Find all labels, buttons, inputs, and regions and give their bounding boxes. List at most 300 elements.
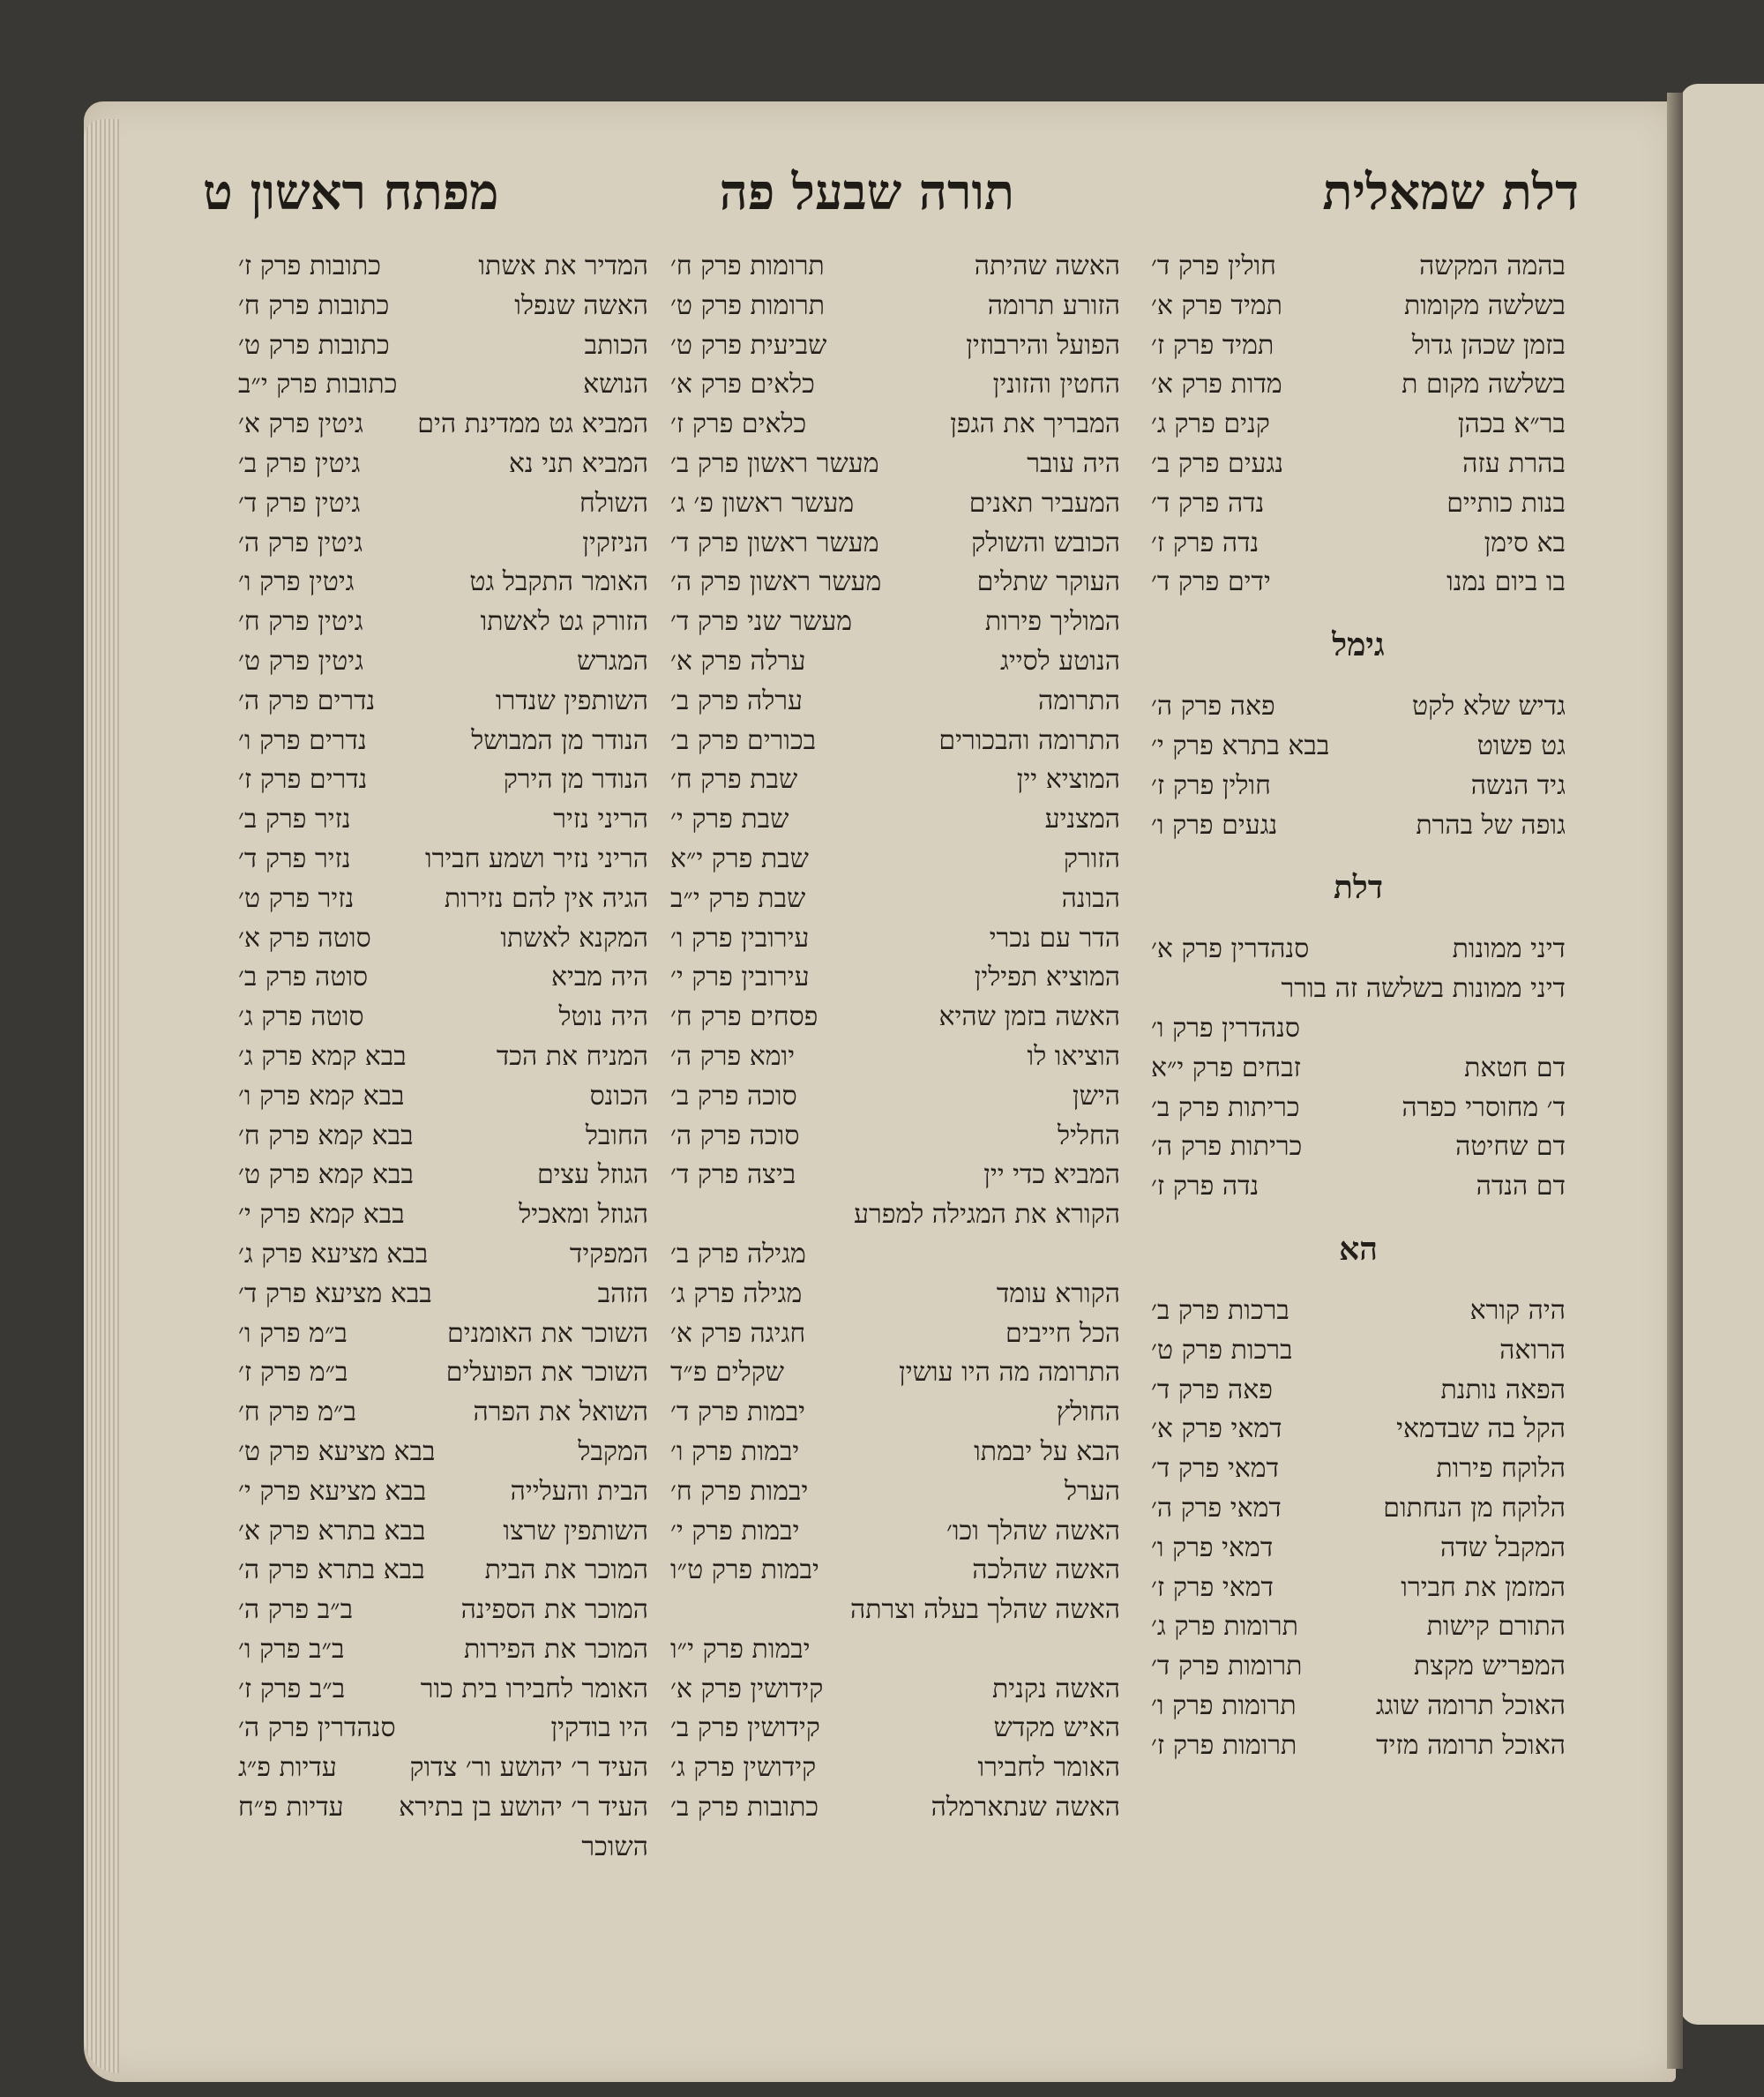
entry-reference: מעשר ראשון פרק ד׳ [670, 527, 879, 558]
entry-reference: שבת פרק ח׳ [670, 764, 798, 796]
entry-heading: המוכר את הספינה [460, 1594, 648, 1626]
entry-heading: האוכל תרומה שוגג [1375, 1689, 1566, 1721]
next-page-edge [1680, 84, 1764, 2025]
index-entry [238, 840, 648, 880]
index-entry [238, 1512, 648, 1552]
entry-heading: דם הנדה [1476, 1171, 1566, 1202]
entry-heading: הבונה [1061, 882, 1120, 914]
index-entry [238, 247, 648, 287]
index-entry [238, 682, 648, 722]
entry-heading: האשה נקנית [991, 1673, 1120, 1704]
index-entry [1151, 365, 1566, 405]
index-entry [1151, 970, 1566, 1009]
entry-reference: ברכות פרק ט׳ [1151, 1334, 1293, 1366]
entry-reference: נדה פרק ז׳ [1151, 527, 1259, 558]
entry-heading: המקבל שדה [1439, 1532, 1566, 1563]
index-entry [1151, 930, 1566, 970]
entry-heading: המעביר תאנים [968, 487, 1120, 519]
entry-heading: היה עובר [1027, 447, 1120, 479]
index-entry [670, 958, 1120, 998]
entry-reference: דמאי פרק ז׳ [1151, 1571, 1274, 1603]
header-center-title: תורה שבעל פה [719, 163, 1014, 221]
entry-reference: תרומות פרק ט׳ [670, 289, 826, 321]
entry-heading: האשה שהלך וכו׳ [946, 1515, 1120, 1547]
entry-heading: הדר עם נכרי [989, 922, 1120, 954]
index-entry [238, 1275, 648, 1314]
entry-reference: ביצה פרק ד׳ [670, 1159, 796, 1191]
entry-reference: ערלה פרק ב׳ [670, 685, 803, 716]
index-entry [670, 1472, 1120, 1512]
index-entry [1151, 247, 1566, 287]
index-entry [1151, 405, 1566, 445]
index-entry [238, 1156, 648, 1195]
entry-reference: בכורים פרק ב׳ [670, 724, 817, 756]
entry-reference: דמאי פרק ה׳ [1151, 1492, 1282, 1524]
entry-reference: סנהדרין פרק ו׳ [1151, 1012, 1300, 1044]
index-entry [1151, 1009, 1566, 1049]
entry-reference: קידושין פרק ב׳ [670, 1712, 820, 1744]
entry-reference: עדיות פ״ג [238, 1752, 337, 1784]
entry-heading: בנות כותיים [1446, 487, 1566, 519]
entry-heading: הנודר מן הירק [503, 764, 648, 796]
index-entry [670, 1037, 1120, 1077]
entry-reference: שקלים פ״ד [670, 1357, 784, 1389]
entry-heading: החובל [585, 1120, 648, 1151]
entry-heading: בר״א בכהן [1457, 408, 1566, 440]
entry-heading: המביא כדי יין [983, 1159, 1120, 1191]
entry-reference: גיטין פרק ו׳ [238, 566, 355, 598]
entry-heading: הקורא את המגילה למפרע [854, 1199, 1120, 1231]
index-entry [670, 1077, 1120, 1117]
entry-heading: השותפין שרצו [503, 1515, 648, 1547]
index-entry [670, 1235, 1120, 1275]
index-entry [238, 1591, 648, 1630]
index-entry [238, 365, 648, 405]
entry-heading: העיד ר׳ יהושע בן בתירא [399, 1792, 648, 1824]
index-entry [238, 1314, 648, 1354]
entry-reference: סנהדרין פרק ה׳ [238, 1712, 396, 1744]
entry-heading: הזורק [1063, 843, 1120, 874]
entry-heading: הבא על יבמתו [974, 1435, 1120, 1467]
index-entry [670, 1117, 1120, 1157]
entry-heading: הוציאו לו [1027, 1040, 1120, 1072]
entry-reference: ב״ב פרק ו׳ [238, 1633, 345, 1665]
entry-heading: בא סימן [1484, 527, 1566, 558]
entry-reference: שבת פרק י״ב [670, 882, 806, 914]
index-entry [238, 1195, 648, 1235]
index-entry [1151, 287, 1566, 326]
entry-reference: יומא פרק ה׳ [670, 1040, 796, 1072]
entry-heading: העיד ר׳ יהושע ור׳ צדוק [409, 1752, 648, 1784]
entry-reference: סוטה פרק ב׳ [238, 962, 369, 993]
entry-heading: המדיר את אשתו [478, 251, 648, 281]
entry-reference: מעשר ראשון פ׳ ג׳ [670, 487, 855, 519]
entry-heading: המוציא יין [1016, 764, 1120, 796]
entry-reference: בבא בתרא פרק א׳ [238, 1515, 426, 1547]
index-entry [238, 958, 648, 998]
entry-reference: ב״מ פרק ז׳ [238, 1357, 348, 1389]
entry-reference: תמיד פרק א׳ [1151, 289, 1282, 321]
entry-reference: יבמות פרק י׳ [670, 1515, 800, 1547]
entry-heading: האשה שנפלו [514, 289, 648, 321]
entry-heading: האשה שהיתה [974, 251, 1120, 281]
entry-heading: בהרת עזה [1462, 447, 1566, 479]
entry-reference: נגעים פרק ו׳ [1151, 809, 1278, 841]
index-entry [670, 445, 1120, 484]
entry-reference: יבמות פרק ט״ו [670, 1554, 819, 1586]
entry-reference: נגעים פרק ב׳ [1151, 447, 1284, 479]
index-entry [670, 998, 1120, 1037]
entry-heading: דם שחיטה [1455, 1131, 1566, 1163]
entry-heading: בזמן שכהן גדול [1411, 329, 1566, 361]
entry-heading: המביא גט ממדינת הים [417, 408, 648, 440]
entry-heading: היה מביא [550, 962, 648, 993]
entry-reference: ידים פרק ד׳ [1151, 566, 1271, 598]
index-entry [1151, 524, 1566, 564]
entry-reference: שבת פרק י״א [670, 843, 809, 874]
index-entry [1151, 1687, 1566, 1726]
entry-heading: האיש מקדש [993, 1712, 1120, 1744]
index-entry [238, 603, 648, 642]
entry-heading: הנושא [583, 369, 648, 401]
entry-heading: הנוטע לסייג [999, 645, 1120, 677]
entry-heading: הפועל והירבוזין [966, 329, 1120, 361]
entry-reference: נזיר פרק ב׳ [238, 804, 351, 835]
index-entry [238, 1828, 648, 1868]
entry-reference: בבא מציעא פרק ג׳ [238, 1238, 429, 1269]
entry-reference: תרומות פרק ו׳ [1151, 1689, 1297, 1721]
index-entry [670, 326, 1120, 366]
entry-reference: מדות פרק א׳ [1151, 369, 1282, 401]
entry-heading: גדיש שלא לקט [1412, 691, 1566, 723]
entry-heading: המצניע [1044, 804, 1120, 835]
entry-heading: הכותב [584, 329, 648, 361]
index-entry [1151, 484, 1566, 524]
entry-reference: עירובין פרק ו׳ [670, 922, 810, 954]
index-entry [1151, 1449, 1566, 1489]
index-entry [1151, 1089, 1566, 1128]
entry-reference: בבא בתרא פרק י׳ [1151, 730, 1330, 761]
entry-reference: תרומות פרק ג׳ [1151, 1611, 1298, 1643]
entry-heading: דיני ממונות [1452, 933, 1566, 965]
index-entry [238, 919, 648, 959]
entry-reference: סוכה פרק ה׳ [670, 1120, 800, 1151]
index-text [238, 247, 1566, 1923]
index-entry [670, 1749, 1120, 1788]
index-entry [1151, 1410, 1566, 1449]
entry-reference: גיטין פרק ח׳ [238, 606, 363, 638]
entry-reference: ברכות פרק ב׳ [1151, 1294, 1289, 1326]
entry-heading: בהמה המקשה [1419, 251, 1566, 281]
entry-heading: הבית והעלייה [510, 1475, 648, 1507]
entry-reference: ב״מ פרק ח׳ [238, 1397, 356, 1428]
index-entry [238, 326, 648, 366]
index-entry [670, 1709, 1120, 1749]
index-entry [670, 1156, 1120, 1195]
index-entry [670, 880, 1120, 919]
column-left [238, 247, 648, 1923]
index-entry [1151, 1127, 1566, 1167]
entry-heading: הזורע תרומה [987, 289, 1120, 321]
entry-reference: נזיר פרק ד׳ [238, 843, 351, 874]
entry-reference: יבמות פרק י״ו [670, 1633, 811, 1665]
entry-reference: בבא קמא פרק ח׳ [238, 1120, 414, 1151]
entry-reference: עדיות פ״ח [238, 1792, 344, 1824]
entry-heading: הכונס [589, 1080, 648, 1112]
entry-heading: התורם קישות [1426, 1611, 1566, 1643]
index-entry [670, 1591, 1120, 1630]
index-entry [1151, 1726, 1566, 1766]
index-entry [1151, 1607, 1566, 1647]
header-right-title: דלת שמאלית [1322, 163, 1579, 221]
entry-heading: האשה בזמן שהיא [938, 1001, 1120, 1033]
entry-heading: המוליך פירות [984, 606, 1120, 638]
index-entry [1151, 767, 1566, 806]
index-entry [238, 1433, 648, 1472]
index-entry [670, 603, 1120, 642]
entry-heading: גופה של בהרת [1416, 809, 1566, 841]
entry-reference: דמאי פרק ו׳ [1151, 1532, 1274, 1563]
entry-heading: דם חטאת [1464, 1052, 1566, 1083]
index-entry [238, 1630, 648, 1670]
entry-reference: נדה פרק ז׳ [1151, 1171, 1259, 1202]
entry-reference: עירובין פרק י׳ [670, 962, 810, 993]
entry-reference: כלאים פרק א׳ [670, 369, 815, 401]
entry-heading: הכובש והשולק [971, 527, 1120, 558]
entry-reference: תרומות פרק ז׳ [1151, 1729, 1297, 1761]
section-title-dalet: דלת [1333, 869, 1384, 907]
index-entry [1151, 445, 1566, 484]
entry-reference: נדרים פרק ה׳ [238, 685, 376, 716]
index-entry [670, 1314, 1120, 1354]
entry-reference: תרומות פרק ד׳ [1151, 1651, 1303, 1682]
entry-heading: הריני נזיר [553, 804, 648, 835]
index-entry [670, 484, 1120, 524]
index-entry [238, 1353, 648, 1393]
entry-reference: דמאי פרק א׳ [1151, 1413, 1282, 1445]
column-right [1151, 247, 1566, 1923]
entry-reference: נזיר פרק ט׳ [238, 882, 355, 914]
index-entry [1151, 806, 1566, 846]
index-entry [238, 1235, 648, 1275]
entry-reference: תמיד פרק ז׳ [1151, 329, 1274, 361]
entry-heading: בו ביום נמנו [1446, 566, 1566, 598]
index-entry [670, 524, 1120, 564]
entry-heading: דיני ממונות בשלשה זה בורר [1281, 973, 1566, 1005]
entry-reference: בבא בתרא פרק ה׳ [238, 1554, 425, 1586]
index-entry [670, 1195, 1120, 1235]
entry-reference: פסחים פרק ח׳ [670, 1001, 818, 1033]
entry-reference: ב״ב פרק ז׳ [238, 1673, 346, 1704]
entry-reference: כתובות פרק י״ב [238, 369, 398, 401]
index-entry [238, 1788, 648, 1828]
entry-reference: מעשר ראשון פרק ה׳ [670, 566, 882, 598]
index-entry [1151, 687, 1566, 727]
entry-heading: המפריש מקצת [1414, 1651, 1566, 1682]
index-entry [670, 919, 1120, 959]
entry-heading: הפאה נותנת [1440, 1374, 1566, 1405]
entry-reference: חגיגה פרק א׳ [670, 1317, 806, 1349]
entry-reference: יבמות פרק ו׳ [670, 1435, 800, 1467]
entry-reference: נדרים פרק ז׳ [238, 764, 368, 796]
index-entry [670, 1630, 1120, 1670]
entry-heading: החליל [1058, 1120, 1120, 1151]
entry-heading: הערל [1064, 1475, 1120, 1507]
entry-heading: האשה שהלכה [972, 1554, 1120, 1586]
entry-heading: התרומה והבכורים [938, 724, 1120, 756]
entry-reference: דמאי פרק ד׳ [1151, 1453, 1280, 1485]
entry-reference: גיטין פרק ט׳ [238, 645, 364, 677]
entry-reference: גיטין פרק ה׳ [238, 527, 363, 558]
entry-heading: המוכר את הפירות [463, 1633, 648, 1665]
entry-heading: הגוזל עצים [536, 1159, 648, 1191]
entry-reference: ב״ב פרק ה׳ [238, 1594, 354, 1626]
index-entry [1151, 1569, 1566, 1608]
index-entry [238, 1472, 648, 1512]
section-title-he: הא [1339, 1230, 1378, 1268]
index-entry [238, 405, 648, 445]
index-entry [670, 563, 1120, 603]
entry-heading: העוקר שתלים [976, 566, 1120, 598]
index-entry [1151, 1647, 1566, 1687]
index-entry [1151, 563, 1566, 603]
index-entry [238, 1709, 648, 1749]
entry-heading: האוכל תרומה מזיד [1376, 1729, 1566, 1761]
index-entry [238, 1117, 648, 1157]
entry-reference: שבת פרק י׳ [670, 804, 789, 835]
index-entry [238, 722, 648, 761]
entry-reference: נדרים פרק ו׳ [238, 724, 367, 756]
entry-heading: היה קורא [1469, 1294, 1566, 1326]
index-entry [238, 524, 648, 564]
index-entry [238, 998, 648, 1037]
entry-reference: ערלה פרק א׳ [670, 645, 806, 677]
entry-heading: הנודר מן המבושל [471, 724, 648, 756]
entry-reference: כתובות פרק ח׳ [238, 289, 390, 321]
entry-heading: השוכר את האומנים [446, 1317, 648, 1349]
entry-heading: הרואה [1499, 1334, 1566, 1366]
index-entry [1151, 1292, 1566, 1331]
entry-heading: הקורא עומד [996, 1277, 1120, 1309]
entry-heading: היו בודקין [550, 1712, 648, 1744]
index-entry [1151, 326, 1566, 366]
entry-heading: המביא תני נא [508, 447, 648, 479]
entry-reference: כריתות פרק ב׳ [1151, 1091, 1300, 1123]
entry-heading: הכל חייבים [1005, 1317, 1120, 1349]
entry-reference: קידושין פרק ג׳ [670, 1752, 817, 1784]
entry-heading: הגיה אין להם נזירות [444, 882, 648, 914]
index-entry [1151, 1167, 1566, 1207]
entry-heading: המקבל [578, 1435, 648, 1467]
entry-heading: הזהב [597, 1277, 648, 1309]
entry-heading: הלוקח פירות [1436, 1453, 1566, 1485]
entry-reference: שביעית פרק ט׳ [670, 329, 827, 361]
entry-reference: קידושין פרק א׳ [670, 1673, 824, 1704]
entry-reference: בבא מציעא פרק ד׳ [238, 1277, 432, 1309]
index-entry [670, 722, 1120, 761]
index-entry [670, 1788, 1120, 1828]
entry-reference: בבא מציעא פרק ט׳ [238, 1435, 436, 1467]
index-entry [670, 1670, 1120, 1710]
index-entry [1151, 1331, 1566, 1371]
book-gutter [1667, 93, 1683, 2069]
entry-heading: השותפין שנדרו [495, 685, 648, 716]
entry-reference: בבא קמא פרק ג׳ [238, 1040, 407, 1072]
entry-reference: יבמות פרק ד׳ [670, 1397, 806, 1428]
entry-reference: גיטין פרק ב׳ [238, 447, 361, 479]
entry-heading: האומר התקבל גט [469, 566, 648, 598]
entry-heading: השוכר את הפועלים [445, 1357, 648, 1389]
entry-reference: גיטין פרק א׳ [238, 408, 363, 440]
entry-reference: פאה פרק ד׳ [1151, 1374, 1273, 1405]
index-entry [670, 1512, 1120, 1552]
index-entry [238, 1037, 648, 1077]
index-entry [238, 1670, 648, 1710]
entry-heading: הקל בה שבדמאי [1396, 1413, 1566, 1445]
index-entry [670, 405, 1120, 445]
index-entry [670, 365, 1120, 405]
index-entry [238, 445, 648, 484]
entry-heading: האשה שנתארמלה [931, 1792, 1120, 1824]
entry-reference: בבא מציעא פרק י׳ [238, 1475, 427, 1507]
index-entry [670, 760, 1120, 800]
index-entry [238, 287, 648, 326]
entry-reference: מגילה פרק ג׳ [670, 1277, 803, 1309]
index-entry [238, 1393, 648, 1433]
index-entry [670, 1353, 1120, 1393]
index-entry [670, 1433, 1120, 1472]
index-entry [1151, 1371, 1566, 1411]
entry-heading: ד׳ מחוסרי כפרה [1401, 1091, 1566, 1123]
entry-reference: גיטין פרק ד׳ [238, 487, 361, 519]
entry-heading: התרומה [1037, 685, 1120, 716]
entry-reference: כריתות פרק ה׳ [1151, 1131, 1303, 1163]
entry-heading: הריני נזיר ושמע חבירו [425, 843, 648, 874]
entry-reference: סוטה פרק ג׳ [238, 1001, 364, 1033]
index-entry [238, 880, 648, 919]
entry-reference: חולין פרק ז׳ [1151, 769, 1271, 801]
entry-heading: האומר לחבירו [977, 1752, 1120, 1784]
header-left-title: מפתח ראשון ט [203, 163, 499, 221]
index-entry [670, 287, 1120, 326]
index-entry [1151, 727, 1566, 767]
entry-reference: זבחים פרק י״א [1151, 1052, 1302, 1083]
entry-heading: הלוקח מן הנחתום [1383, 1492, 1566, 1524]
index-entry [238, 563, 648, 603]
entry-heading: הזורק גט לאשתו [480, 606, 648, 638]
index-entry [670, 800, 1120, 840]
entry-reference: קנים פרק ג׳ [1151, 408, 1270, 440]
index-entry [238, 484, 648, 524]
index-entry [238, 1749, 648, 1788]
entry-heading: הניזקין [582, 527, 648, 558]
index-entry [1151, 1529, 1566, 1569]
index-entry [670, 1551, 1120, 1591]
entry-reference: כתובות פרק ט׳ [238, 329, 390, 361]
entry-heading: השולח [579, 487, 648, 519]
entry-reference: בבא קמא פרק ט׳ [238, 1159, 414, 1191]
entry-reference: מגילה פרק ב׳ [670, 1238, 806, 1269]
index-entry [238, 760, 648, 800]
entry-heading: הישן [1072, 1080, 1120, 1112]
column-middle [670, 247, 1120, 1923]
entry-reference: כלאים פרק ז׳ [670, 408, 807, 440]
page-edges [84, 119, 119, 2073]
index-entry [670, 247, 1120, 287]
entry-reference: סוטה פרק א׳ [238, 922, 371, 954]
entry-reference: סנהדרין פרק א׳ [1151, 933, 1310, 965]
entry-heading: גט פשוט [1476, 730, 1566, 761]
